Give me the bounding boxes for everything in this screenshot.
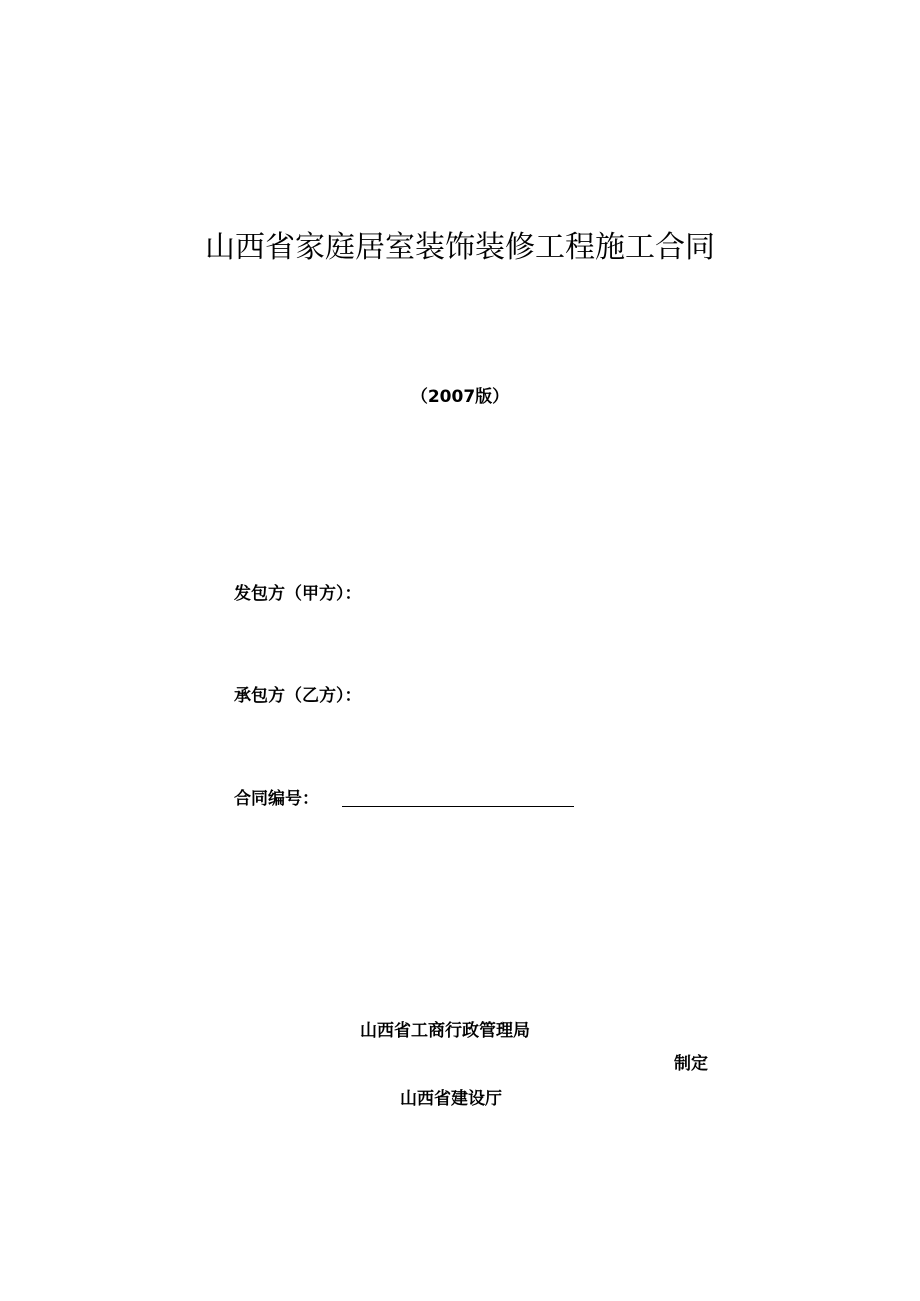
party-b-label: 承包方（乙方）： — [234, 686, 362, 706]
contract-number-label: 合同编号： — [234, 789, 319, 809]
edition-label: （2007版） — [410, 387, 510, 407]
issuer-construction-department: 山西省建设厅 — [400, 1089, 502, 1109]
issuer-industry-commerce-bureau: 山西省工商行政管理局 — [360, 1021, 530, 1041]
document-title: 山西省家庭居室装饰装修工程施工合同 — [205, 230, 715, 265]
issued-by-label: 制定 — [674, 1054, 708, 1074]
contract-number-blank-line — [342, 806, 574, 807]
party-a-label: 发包方（甲方）： — [234, 584, 362, 604]
